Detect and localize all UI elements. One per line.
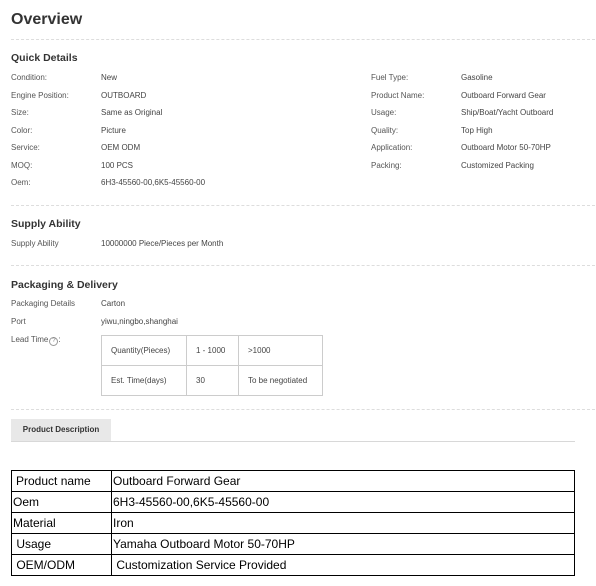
table-cell: Yamaha Outboard Motor 50-70HP	[112, 534, 575, 555]
table-cell: Quantity(Pieces)	[102, 336, 187, 366]
table-cell: 1 - 1000	[187, 336, 239, 366]
table-row	[12, 534, 575, 555]
table-cell: Usage	[12, 534, 112, 555]
table-row	[12, 513, 575, 534]
tab-bar	[11, 419, 575, 442]
table-row	[102, 336, 323, 366]
help-icon[interactable]: ?	[49, 337, 58, 346]
detail-value: Same as Original	[101, 108, 163, 117]
table-row	[12, 471, 575, 492]
lead-time-table	[101, 335, 323, 396]
detail-value: Customized Packing	[461, 161, 534, 170]
table-cell: Material	[12, 513, 112, 534]
divider	[11, 265, 595, 266]
supply-ability-title: Supply Ability	[11, 218, 81, 230]
table-row	[12, 555, 575, 576]
detail-value: 10000000 Piece/Pieces per Month	[101, 239, 224, 248]
overview-title: Overview	[11, 11, 83, 28]
detail-label: Port	[11, 317, 26, 326]
detail-value: Gasoline	[461, 73, 493, 82]
detail-label: Packaging Details	[11, 299, 76, 308]
detail-value: Ship/Boat/Yacht Outboard	[461, 108, 554, 117]
detail-label: Quality:	[371, 126, 399, 135]
detail-value: 6H3-45560-00,6K5-45560-00	[101, 178, 206, 187]
detail-value: OEM ODM	[101, 143, 141, 152]
table-cell: Est. Time(days)	[102, 366, 187, 396]
detail-label: Packing:	[371, 161, 402, 170]
detail-label: Application:	[371, 143, 413, 152]
detail-value: 100 PCS	[101, 161, 134, 170]
packaging-delivery-title: Packaging & Delivery	[11, 279, 118, 291]
detail-value: yiwu,ningbo,shanghai	[101, 317, 178, 326]
table-cell: Product name	[12, 471, 112, 492]
table-cell: Customization Service Provided	[112, 555, 575, 576]
divider	[11, 409, 595, 410]
table-row	[12, 492, 575, 513]
table-cell: Oem	[12, 492, 112, 513]
divider	[11, 39, 595, 40]
detail-value: Top High	[461, 126, 493, 135]
lead-time-label: Lead Time ? :	[11, 335, 61, 344]
divider	[11, 205, 595, 206]
table-cell: 6H3-45560-00,6K5-45560-00	[112, 492, 575, 513]
detail-label: MOQ:	[11, 161, 33, 170]
table-cell: Iron	[112, 513, 575, 534]
detail-value: OUTBOARD	[101, 91, 147, 100]
detail-label: Usage:	[371, 108, 397, 117]
detail-label: Service:	[11, 143, 40, 152]
detail-value: Picture	[101, 126, 126, 135]
table-cell: Outboard Forward Gear	[112, 471, 575, 492]
table-cell: >1000	[239, 336, 323, 366]
detail-label: Oem:	[11, 178, 31, 187]
product-description-table	[11, 470, 575, 576]
table-cell: OEM/ODM	[12, 555, 112, 576]
detail-value: Carton	[101, 299, 126, 308]
detail-label: Product Name:	[371, 91, 425, 100]
detail-value: New	[101, 73, 118, 82]
tab-product-description[interactable]: Product Description	[11, 419, 111, 441]
detail-label: Size:	[11, 108, 29, 117]
detail-value: Outboard Forward Gear	[461, 91, 546, 100]
quick-details-title: Quick Details	[11, 52, 78, 64]
detail-value: Outboard Motor 50-70HP	[461, 143, 551, 152]
table-row	[102, 366, 323, 396]
detail-label: Supply Ability	[11, 239, 59, 248]
detail-label: Condition:	[11, 73, 48, 82]
table-cell: To be negotiated	[239, 366, 323, 396]
detail-label: Engine Position:	[11, 91, 69, 100]
detail-label: Fuel Type:	[371, 73, 409, 82]
detail-label: Color:	[11, 126, 33, 135]
table-cell: 30	[187, 366, 239, 396]
